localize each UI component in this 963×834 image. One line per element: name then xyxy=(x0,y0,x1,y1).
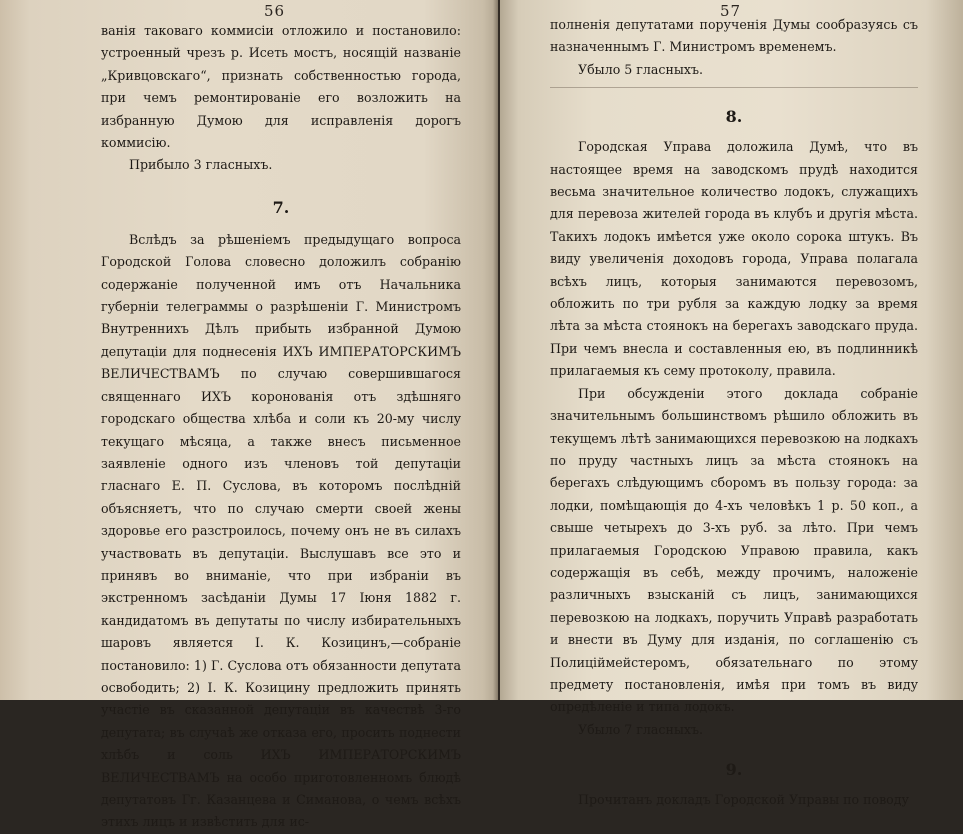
section-8-decision-paragraph: При обсужденіи этого доклада собраніе значительнымъ большинствомъ рѣшило обложить въ текущемъ лѣтѣ занимающихся перевозкою на лодкахъ по пруду частныхъ лицъ за мѣста стоянокъ на берегахъ слѣдующимъ сборомъ въ пользу города: за лодки, помѣщающія до 4-хъ человѣкъ 1 р. 50 коп., а свыше четырехъ до 3-хъ руб. за лѣто. При чемъ прилагаемыя Городскою Управою правила, какъ содержащія въ себѣ, между прочимъ, наложеніе различныхъ взысканій съ лицъ, занимающихся перевозкою на лодкахъ, поручить Управѣ разработать и внести въ Думу для изданія, по соглашенію съ Полиціймейстеромъ, обязательнаго по этому предмету постановленія, имѣя при томъ въ виду опредѣленіе и типа лодокъ. xyxy=(550,385,918,715)
attendance-note-arrived: Прибыло 3 гласныхъ. xyxy=(129,157,273,173)
right-page-text xyxy=(550,14,918,812)
left-page-text xyxy=(101,20,461,834)
left-paragraph-continuation: ванія таковаго коммисіи отложило и постановило: устроенный чрезъ р. Исеть мостъ, носящій названіе „Кривцовскаго“, признать собственностью города, при чемъ ремонтированіе его возложить на избранную Думою для исправленія дорогъ коммисію. xyxy=(101,23,461,151)
section-8-report-paragraph: Городская Управа доложила Думѣ, что въ настоящее время на заводскомъ прудѣ находится весьма значительное количество лодокъ, служащихъ для перевоза жителей города въ клубъ и другія мѣста. Такихъ лодокъ имѣется уже около сорока штукъ. Въ виду увеличенія доходовъ города, Управа полагала всѣхъ лицъ, которыя занимаются перевозомъ, обложить по три рубля за каждую лодку за время лѣта за мѣста стоянокъ на берегахъ заводскаго пруда. При чемъ внесла и составленныя ею, въ подлинникѣ прилагаемыя къ сему протоколу, правила. xyxy=(550,139,918,379)
page-number-right: 57 xyxy=(720,2,742,20)
section-divider xyxy=(550,87,918,88)
section-9-paragraph: Прочитанъ докладъ Городской Управы по поводу xyxy=(578,792,909,808)
right-paragraph-continuation: полненія депутатами порученія Думы сообразуясь съ назначеннымъ Г. Министромъ временемъ. xyxy=(550,17,918,55)
section-7-paragraph: Вслѣдъ за рѣшеніемъ предыдущаго вопроса Городской Голова словесно доложилъ собранію содержаніе полученной имъ отъ Начальника губерніи телеграммы о разрѣшеніи Г. Министромъ Внутреннихъ Дѣлъ прибыть избранной Думою депутаціи для поднесенія ИХЪ ИМПЕРАТОРСКИМЪ ВЕЛИЧЕСТВАМЪ по случаю совершившагося священнаго ИХЪ коронованія отъ здѣшняго городскаго общества хлѣба и соли къ 20-му числу текущаго мѣсяца, а также внесъ письменное заявленіе одного изъ членовъ той депутаціи гласнаго Е. П. Суслова, въ которомъ послѣдній объясняетъ, что по случаю смерти своей жены здоровье его разстроилось, почему онъ не въ силахъ участвовать въ депутаціи. Выслушавъ все это и принявъ во вниманіе, что при избраніи въ экстренномъ засѣданіи Думы 17 Іюня 1882 г. кандидатомъ въ депутаты по числу избирательныхъ шаровъ являетcя І. К. Козицинъ,—собраніе постановило: 1) Г. Суслова отъ обязанности депутата освободить; 2) І. К. Козицину предложить принять участіе въ сказанной депутаціи въ качествѣ 3-го депутата; въ случаѣ же отказа его, просить поднести хлѣбъ и соль ИХЪ ИМПЕРАТОРСКИМЪ ВЕЛИЧЕСТВАМЪ на особо приготовленномъ блюдѣ депутатовъ Гг. Казанцева и Симанова, о чемъ всѣхъ этихъ лицъ и извѣстить для ис- xyxy=(101,231,461,830)
section-number-8: 8. xyxy=(725,107,743,127)
right-page xyxy=(500,0,963,808)
page-number-left: 56 xyxy=(264,2,286,20)
section-number-9: 9. xyxy=(725,760,743,780)
section-number-7: 7. xyxy=(272,197,290,217)
attendance-note-left-7: Убыло 7 гласныхъ. xyxy=(578,721,704,737)
attendance-note-left-5: Убыло 5 гласныхъ. xyxy=(578,61,704,77)
